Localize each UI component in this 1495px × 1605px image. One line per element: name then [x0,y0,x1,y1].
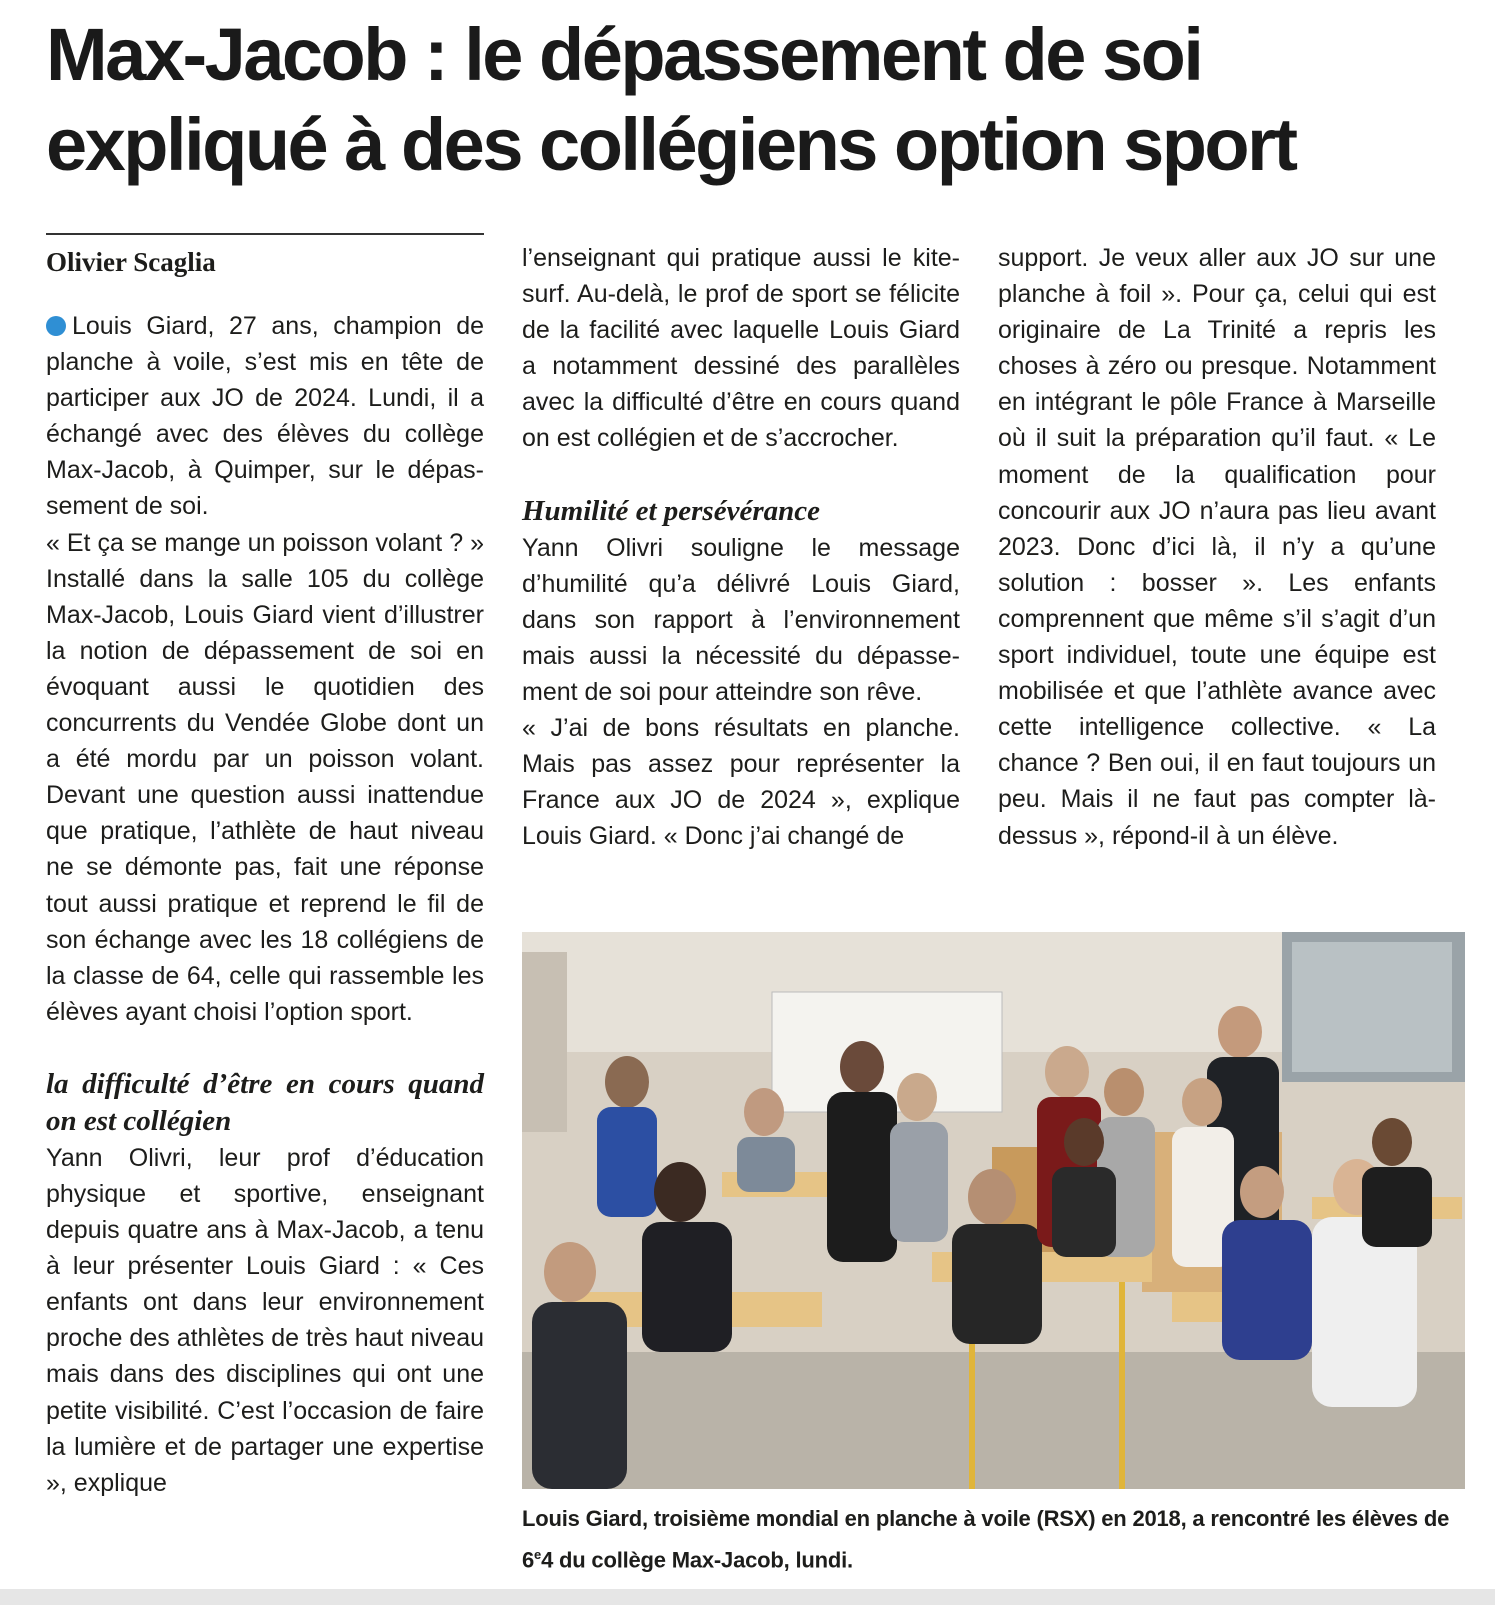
headline-line-1: Max-Jacob : le dépassement de soi [46,13,1202,96]
subhead-2: Humilité et persévérance [522,494,820,527]
headline-line-2: expliqué à des collégiens option sport [46,103,1296,186]
caption-text-start: Louis Giard, troisième mondial en planche à voile (RSX) en 2018, a rencontré les élèves de 6 [522,1506,1450,1573]
paragraph-4: Yann Olivri souligne le message d’humilité qu’a délivré Louis Giard, dans son rapport à l’environnement mais aussi la nécessité du dépassement de soi pour atteindre son rêve. [522,533,960,706]
classroom-photo [522,932,1465,1489]
article-column-2 [522,240,960,854]
paragraph-2: Yann Olivri, leur prof d’éducation physique et sportive, enseignant depuis quatre ans à Max-Jacob, a tenu à leur présenter Louis Giard : « Ces enfants ont dans leur environnement proche des athlètes de très haut niveau mais dans des disciplines qui ont une petite visibilité. C’est l’occasion de faire la lumière et de partager une expertise », explique [46,1143,484,1497]
caption-text-end: 4 du collège Max-Jacob, lundi. [541,1547,853,1573]
article-column-3 [998,240,1436,854]
paragraph-1: « Et ça se mange un poisson volant ? » Installé dans la salle 105 du collège Max-Jacob, Louis Giard vient d’illustrer la notion de dépassement de soi en évoquant aussi le quotidien des concurrents du Vendée Globe dont un a été mordu par un poisson volant. Devant une question aussi inattendue que pratique, l’athlète de haut niveau ne se démonte pas, fait une réponse tout aussi pratique et reprend le fil de son échange avec les 18 collégiens de la classe de 64, celle qui rassemble les élèves ayant choisi l’option sport. [46,528,484,1026]
subhead-1: la difficulté d’être en cours quand on est collégien [46,1067,484,1137]
bullet-dot-icon [46,316,66,336]
lead-paragraph [46,308,484,525]
paragraph-5: « J’ai de bons résultats en planche. Mais pas assez pour représenter la France aux JO de 2024 », explique Louis Giard. « Donc j’ai changé de [522,714,960,851]
paragraph-6: support. Je veux aller aux JO sur une planche à foil ». Pour ça, celui qui est originaire de La Trinité a repris les choses à zéro ou presque. Notamment en intégrant le pôle France à Marseille où il suit la préparation qu’il faut. « Le moment de la qualification pour concourir aux JO n’aura pas lieu avant 2023. Donc d’ici là, il n’y a qu’une solution : bosser ». Les enfants comprennent que même s’il s’agit d’un sport individuel, toute une équipe est mobilisée et que l’athlète avance avec cette intelligence collective. « La chance ? Ben oui, il en faut toujours un peu. Mais il ne faut pas compter là-dessus », répond-il à un élève. [998,244,1436,850]
caption-superscript: e [534,1547,542,1562]
paragraph-3: l’enseignant qui pratique aussi le kite-surf. Au-delà, le prof de sport se félicite de la facilité avec laquelle Louis Giard a notamment dessiné des parallèles avec la difficulté d’être en cours quand on est collégien et de s’accrocher. [522,244,960,453]
lead-text: Louis Giard, 27 ans, champion de planche à voile, s’est mis en tête de participer aux JO de 2024. Lundi, il a échangé avec des élèves du collège Max-Jacob, à Quimper, sur le dépassement de soi. [46,312,484,521]
page-bottom-bar [0,1589,1495,1605]
byline-rule [46,233,484,235]
photo-caption [522,1501,1465,1578]
article-column-1 [46,236,484,1501]
byline: Olivier Scaglia [46,247,216,277]
headline [46,10,1466,190]
